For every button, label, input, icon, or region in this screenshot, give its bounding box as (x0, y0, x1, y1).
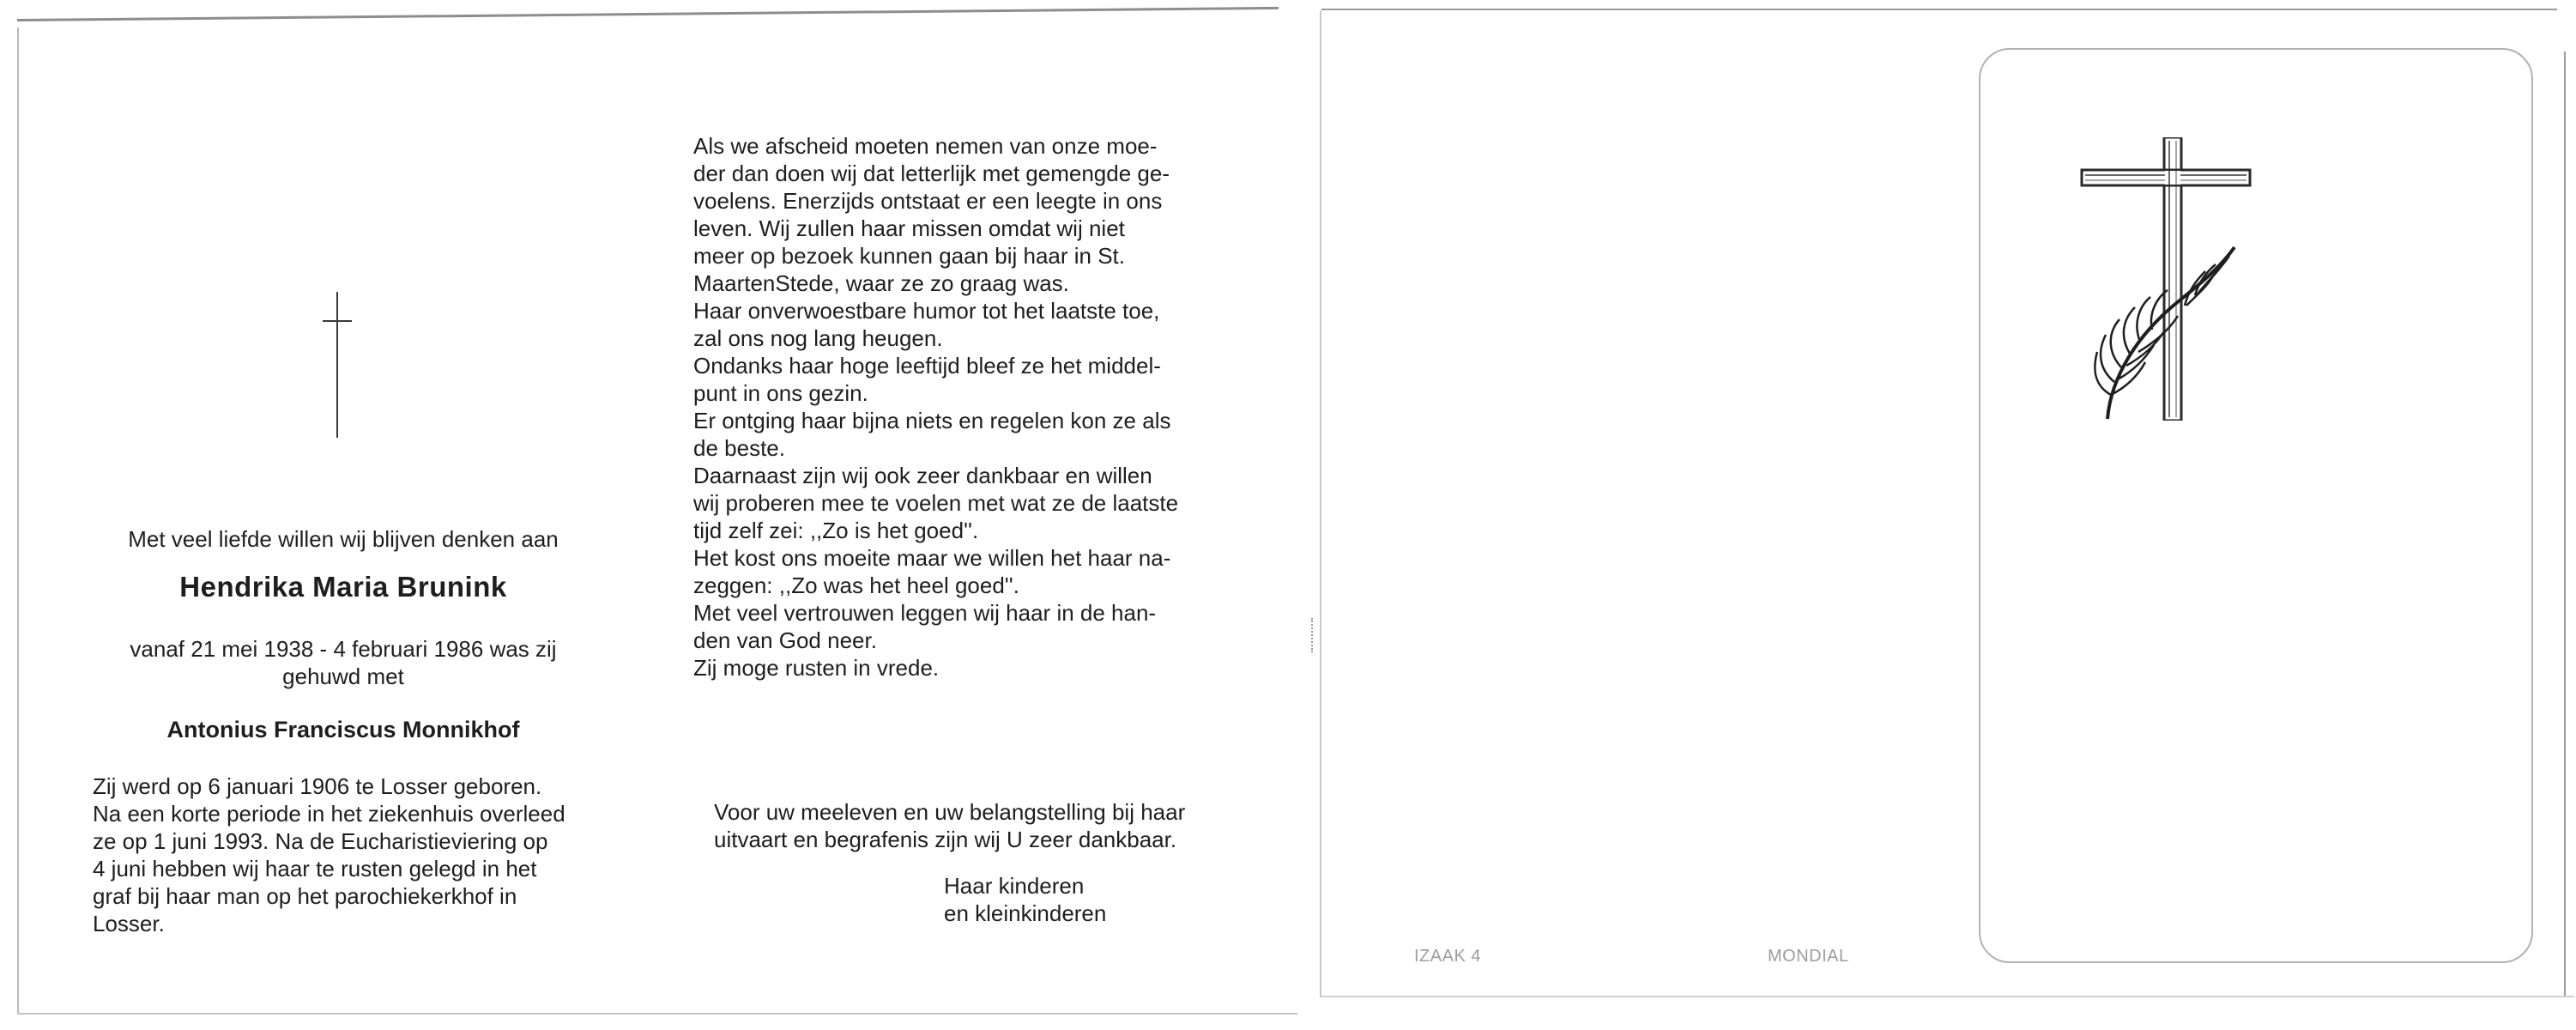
farewell-line: tijd zelf zei: ,,Zo is het goed''. (693, 518, 979, 543)
cross-with-palm-branch-icon (2077, 137, 2265, 421)
farewell-line: leven. Wij zullen haar missen omdat wij niet (693, 215, 1125, 241)
farewell-line: Met veel vertrouwen leggen wij haar in de han- (693, 600, 1157, 626)
biography-line: Losser. (93, 911, 165, 936)
deceased-name: Hendrika Maria Brunink (179, 571, 507, 603)
signoff-line: en kleinkinderen (944, 900, 1107, 926)
farewell-line: Het kost ons moeite maar we willen het haar na- (693, 545, 1171, 571)
thank-you-line: uitvaart en begrafenis zijn wij U zeer dankbaar. (714, 827, 1177, 852)
intro-text: Met veel liefde willen wij blijven denken aan (128, 526, 559, 552)
biography-line: graf bij haar man op het parochiekerkhof in (93, 883, 517, 909)
left-card-top-edge (17, 7, 1279, 21)
farewell-line: de beste. (693, 435, 785, 461)
marriage-period (69, 635, 618, 690)
farewell-line: der dan doen wij dat letterlijk met gemengde ge- (693, 161, 1170, 186)
farewell-line: wij proberen mee te voelen met wat ze de laatste (693, 490, 1179, 516)
farewell-line: Daarnaast zijn wij ook zeer dankbaar en willen (693, 463, 1152, 488)
signoff-line: Haar kinderen (944, 873, 1085, 899)
farewell-line: zeggen: ,,Zo was het heel goed''. (693, 573, 1019, 598)
farewell-line: Zij moge rusten in vrede. (693, 655, 940, 681)
biography-line: 4 juni hebben wij haar te rusten gelegd in het (93, 856, 537, 882)
farewell-line: voelens. Enerzijds ontstaat er een leegte in ons (693, 188, 1163, 214)
farewell-line: Er ontging haar bijna niets en regelen kon ze als (693, 408, 1171, 433)
fold-mark (1311, 618, 1316, 652)
marriage-period-line: vanaf 21 mei 1938 - 4 februari 1986 was zij (130, 636, 557, 662)
farewell-line: Ondanks haar hoge leeftijd bleef ze het middel- (693, 353, 1161, 379)
imprint-brand: MONDIAL (1768, 947, 1849, 966)
farewell-line: MaartenStede, waar ze zo graag was. (693, 270, 1069, 296)
thank-you-text (714, 798, 1246, 853)
latin-cross-icon (319, 292, 354, 438)
farewell-line: Als we afscheid moeten nemen van onze moe- (693, 133, 1158, 159)
farewell-line: meer op bezoek kunnen gaan bij haar in St. (693, 243, 1126, 269)
farewell-text (693, 132, 1239, 682)
biography-line: Zij werd op 6 januari 1906 te Losser geboren. (93, 773, 542, 799)
signoff (944, 872, 1201, 927)
right-card-edge (2564, 52, 2566, 996)
thank-you-line: Voor uw meeleven en uw belangstelling bij haar (714, 799, 1186, 825)
farewell-line: Haar onverwoestbare humor tot het laatste toe, (693, 298, 1160, 324)
farewell-line: zal ons nog lang heugen. (693, 325, 943, 351)
imprint-code: IZAAK 4 (1414, 947, 1481, 966)
biography-line: Na een korte periode in het ziekenhuis overleed (93, 801, 565, 827)
biography-line: ze op 1 juni 1993. Na de Eucharistieviering op (93, 828, 548, 854)
biography-text (93, 772, 642, 937)
marriage-period-line: gehuwd met (282, 663, 404, 689)
farewell-line: punt in ons gezin. (693, 380, 868, 406)
farewell-line: den van God neer. (693, 627, 877, 653)
spouse-name: Antonius Franciscus Monnikhof (166, 717, 520, 742)
